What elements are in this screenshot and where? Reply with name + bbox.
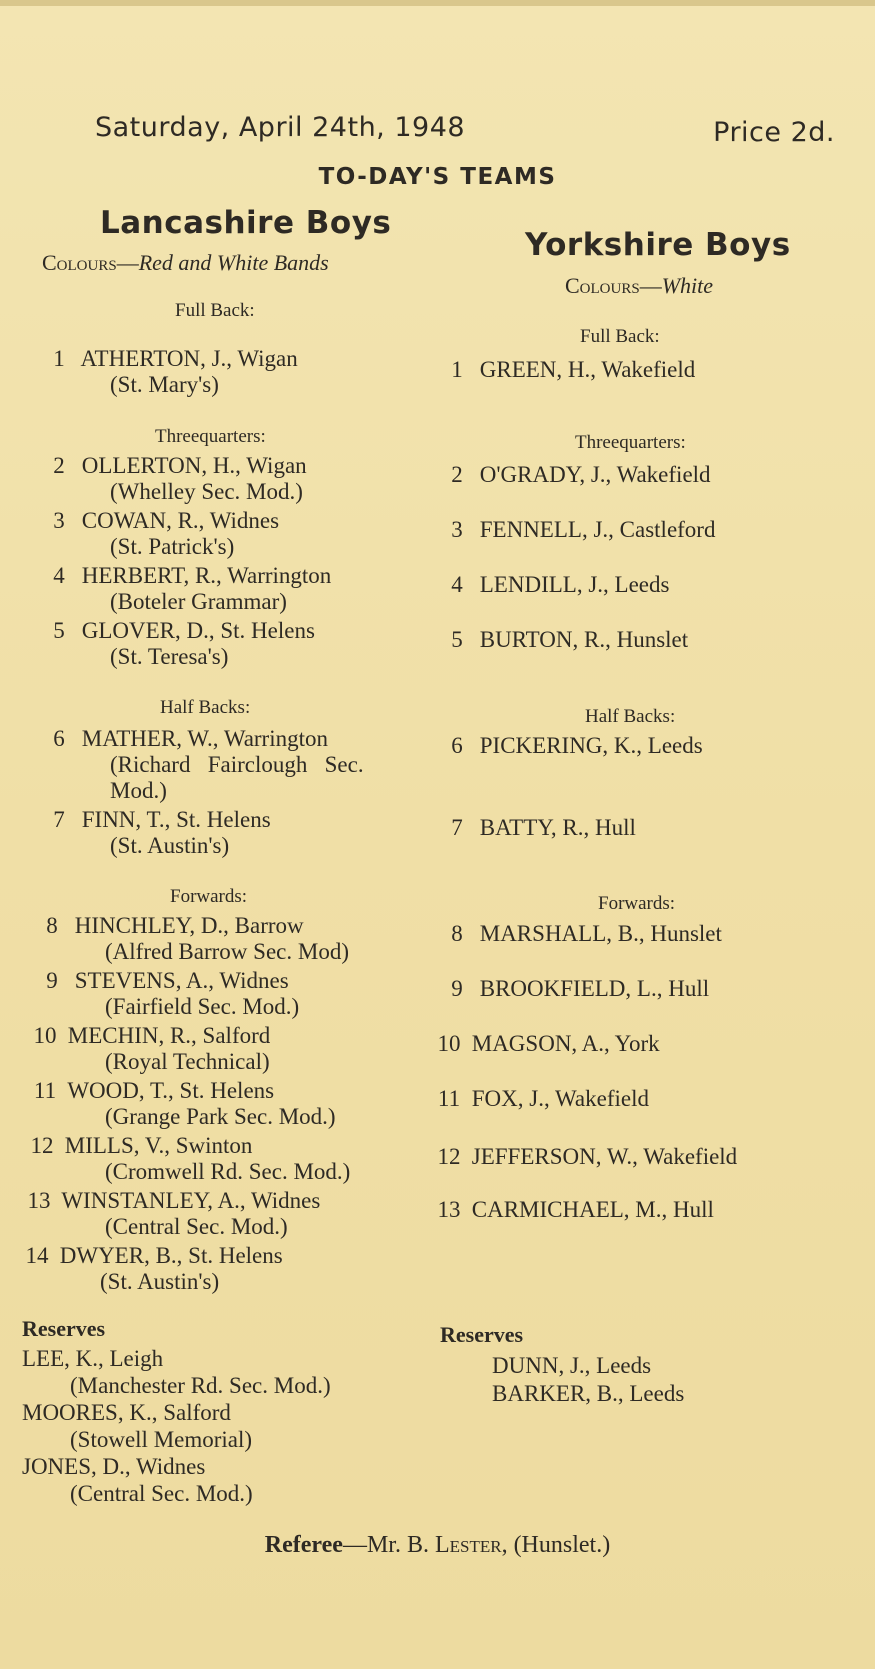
match-date: Saturday, April 24th, 1948: [95, 112, 466, 143]
player-number: 12: [437, 1144, 461, 1169]
player-number: 5: [53, 618, 65, 643]
player-school: (Grange Park Sec. Mod.): [105, 1104, 336, 1129]
section-threequarters: Threequarters:: [155, 426, 266, 447]
player-number: 11: [33, 1078, 57, 1103]
reserve-name: LEE, K., Leigh: [22, 1346, 164, 1371]
player-name: OLLERTON, H., Wigan: [81, 453, 307, 478]
player-row: [28, 1023, 270, 1049]
player-row: [432, 1144, 737, 1170]
section-half-backs: Half Backs:: [585, 706, 676, 727]
yorkshire-team-name: Yorkshire Boys: [525, 227, 791, 263]
player-number: 2: [53, 453, 65, 478]
player-name: MAGSON, A., York: [471, 1031, 660, 1056]
reserve-name: BARKER, B., Leeds: [492, 1381, 685, 1406]
player-row: [35, 968, 289, 994]
player-school: (Alfred Barrow Sec. Mod): [105, 939, 349, 964]
player-name: FENNELL, J., Castleford: [479, 517, 716, 542]
player-row: [28, 1078, 274, 1104]
colours-value: White: [661, 273, 714, 298]
player-row: [440, 627, 688, 653]
player-name: HINCHLEY, D., Barrow: [74, 913, 304, 938]
player-row: [440, 921, 722, 947]
reserve-name: MOORES, K., Salford: [22, 1400, 231, 1425]
reserve-school: (Manchester Rd. Sec. Mod.): [70, 1373, 331, 1398]
lancashire-team-name: Lancashire Boys: [100, 205, 392, 241]
player-number: 7: [53, 807, 65, 832]
player-school: (St. Teresa's): [110, 644, 229, 669]
player-number: 8: [46, 913, 58, 938]
player-row: [440, 733, 703, 759]
player-school-cont: Mod.): [110, 778, 167, 803]
section-full-back: Full Back:: [580, 326, 660, 347]
player-row: [42, 618, 315, 644]
player-number: 10: [33, 1023, 57, 1048]
player-name: O'GRADY, J., Wakefield: [479, 462, 711, 487]
reserve-name: DUNN, J., Leeds: [492, 1353, 652, 1378]
player-name: BURTON, R., Hunslet: [479, 627, 689, 652]
player-school: (Boteler Grammar): [110, 589, 287, 614]
player-row: [440, 572, 669, 598]
referee-surname: Lester: [434, 1532, 502, 1558]
player-number: 7: [451, 815, 463, 840]
player-row: [440, 462, 711, 488]
player-row: [432, 1031, 660, 1057]
reserve-school: (Central Sec. Mod.): [70, 1481, 253, 1506]
page-title: TO-DAY'S TEAMS: [318, 164, 557, 190]
player-name: MECHIN, R., Salford: [67, 1023, 271, 1048]
player-row: [440, 517, 715, 543]
section-forwards: Forwards:: [170, 886, 248, 907]
player-name: PICKERING, K., Leeds: [479, 733, 703, 758]
player-school: (St. Mary's): [110, 372, 219, 397]
player-row: [25, 1133, 252, 1159]
referee-label: Referee: [264, 1532, 343, 1558]
player-name: GREEN, H., Wakefield: [479, 357, 696, 382]
player-number: 14: [25, 1243, 49, 1268]
player-row: [440, 815, 636, 841]
player-number: 4: [451, 572, 463, 597]
player-name: FINN, T., St. Helens: [81, 807, 271, 832]
player-school: (Richard Fairclough Sec.: [110, 752, 364, 777]
player-name: CARMICHAEL, M., Hull: [471, 1197, 714, 1222]
player-row: [42, 453, 307, 479]
player-row: [42, 563, 331, 589]
player-number: 8: [451, 921, 463, 946]
section-threequarters: Threequarters:: [575, 432, 686, 453]
referee-club: , (Hunslet.): [501, 1532, 611, 1558]
player-school: (St. Patrick's): [110, 534, 235, 559]
player-name: BATTY, R., Hull: [479, 815, 636, 840]
player-school: (St. Austin's): [100, 1269, 220, 1294]
referee-line: [0, 1532, 875, 1559]
player-number: 4: [53, 563, 65, 588]
player-number: 13: [27, 1188, 51, 1213]
player-name: WOOD, T., St. Helens: [67, 1078, 275, 1103]
player-row: [42, 508, 279, 534]
player-school: (Whelley Sec. Mod.): [110, 479, 303, 504]
player-number: 1: [451, 357, 463, 382]
player-school: (St. Austin's): [110, 833, 230, 858]
player-name: LENDILL, J., Leeds: [479, 572, 670, 597]
player-school: (Central Sec. Mod.): [105, 1214, 288, 1239]
player-name: HERBERT, R., Warrington: [81, 563, 332, 588]
player-row: [42, 346, 298, 372]
player-name: MARSHALL, B., Hunslet: [479, 921, 722, 946]
player-number: 3: [451, 517, 463, 542]
player-name: MILLS, V., Swinton: [64, 1133, 253, 1158]
player-name: BROOKFIELD, L., Hull: [479, 976, 710, 1001]
player-number: 10: [437, 1031, 461, 1056]
lancashire-colours: Colours—Red and White Bands: [42, 250, 329, 275]
yorkshire-colours: Colours—White: [565, 273, 714, 298]
section-half-backs: Half Backs:: [160, 697, 251, 718]
player-number: 6: [451, 733, 463, 758]
player-row: [20, 1243, 283, 1269]
player-row: [432, 1197, 714, 1223]
player-number: 1: [53, 346, 65, 371]
player-row: [440, 357, 695, 383]
player-school: (Fairfield Sec. Mod.): [105, 994, 300, 1019]
player-number: 5: [451, 627, 463, 652]
player-school: (Royal Technical): [105, 1049, 270, 1074]
colours-value: Red and White Bands: [138, 250, 329, 275]
player-number: 3: [53, 508, 65, 533]
player-number: 12: [30, 1133, 54, 1158]
player-number: 9: [451, 976, 463, 1001]
player-name: STEVENS, A., Widnes: [74, 968, 289, 993]
player-name: WINSTANLEY, A., Widnes: [61, 1188, 321, 1213]
player-name: ATHERTON, J., Wigan: [80, 346, 298, 371]
referee-prefix: —Mr. B.: [342, 1532, 435, 1558]
player-school: (Cromwell Rd. Sec. Mod.): [105, 1159, 351, 1184]
player-row: [35, 913, 304, 939]
price: Price 2d.: [713, 117, 835, 148]
player-number: 13: [437, 1197, 461, 1222]
player-name: COWAN, R., Widnes: [81, 508, 280, 533]
section-forwards: Forwards:: [598, 893, 676, 914]
player-name: GLOVER, D., St. Helens: [81, 618, 315, 643]
player-row: [42, 807, 271, 833]
section-full-back: Full Back:: [175, 300, 255, 321]
reserves-title: Reserves: [22, 1316, 106, 1341]
player-row: [42, 726, 328, 752]
player-number: 2: [451, 462, 463, 487]
reserve-school: (Stowell Memorial): [70, 1427, 253, 1452]
player-number: 9: [46, 968, 58, 993]
page-edge: [0, 0, 875, 6]
player-number: 11: [437, 1086, 461, 1111]
player-row: [22, 1188, 320, 1214]
player-row: [432, 1086, 649, 1112]
player-number: 6: [53, 726, 65, 751]
colours-label: Colours: [565, 273, 640, 298]
colours-label: Colours: [42, 250, 117, 275]
reserves-title: Reserves: [440, 1322, 524, 1347]
player-name: MATHER, W., Warrington: [81, 726, 329, 751]
player-name: FOX, J., Wakefield: [471, 1086, 649, 1111]
reserve-name: JONES, D., Widnes: [22, 1454, 206, 1479]
player-row: [440, 976, 709, 1002]
player-name: DWYER, B., St. Helens: [59, 1243, 283, 1268]
player-name: JEFFERSON, W., Wakefield: [471, 1144, 738, 1169]
